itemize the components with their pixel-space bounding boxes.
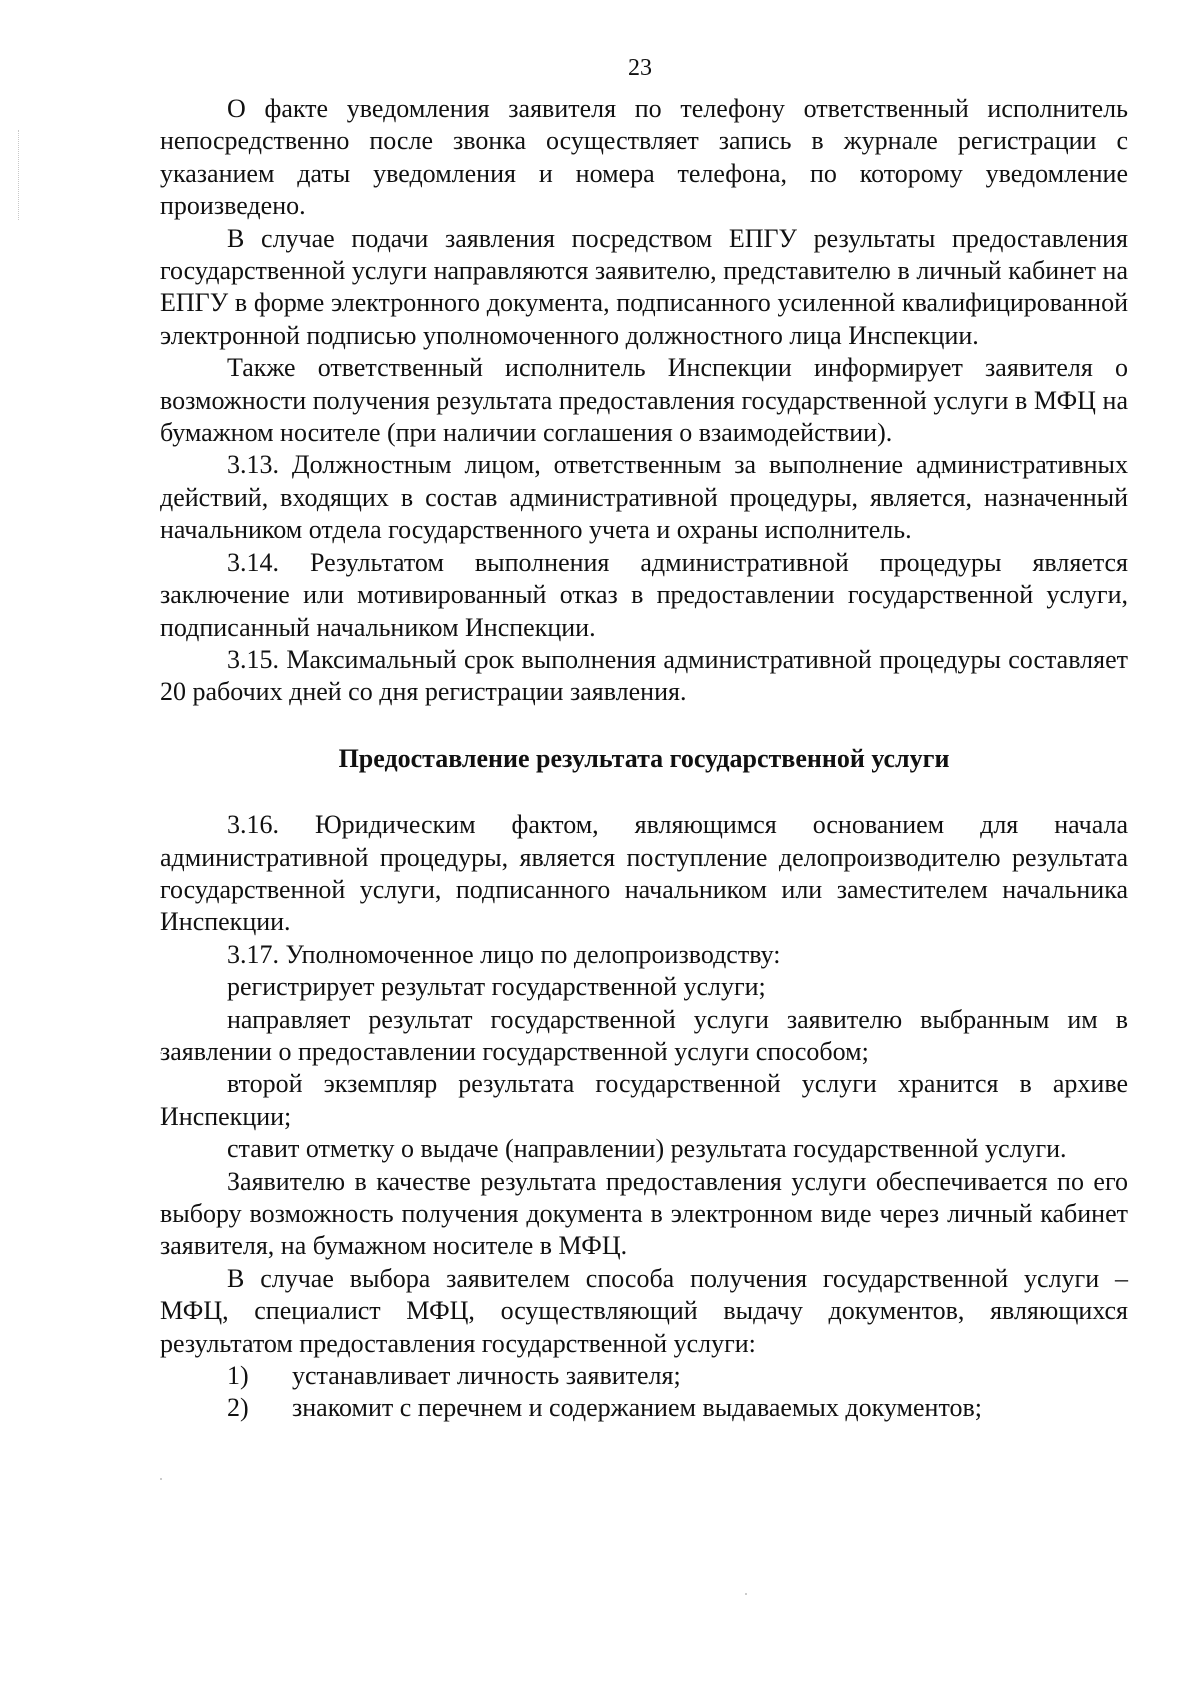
list-item-text: устанавливает личность заявителя; xyxy=(292,1361,681,1391)
list-item-text: знакомит с перечнем и содержанием выдаваемых документов; xyxy=(292,1393,982,1423)
scan-speck xyxy=(745,1593,747,1595)
list-item xyxy=(160,1392,1128,1424)
paragraph-mfc-choice: В случае выбора заявителем способа получения государственной услуги – МФЦ, специалист МФЦ, осуществляющий выдачу документов, являющихся результатом предоставления государственной услуги: xyxy=(160,1263,1128,1358)
list-item-number: 2) xyxy=(227,1393,249,1423)
scan-speck xyxy=(160,1478,162,1480)
paragraph-marks: ставит отметку о выдаче (направлении) результата государственной услуги. xyxy=(227,1134,1067,1164)
paragraph-3-14: 3.14. Результатом выполнения административной процедуры является заключение или мотивированный отказ в предоставлении государственной услуги, подписанный начальником Инспекции. xyxy=(160,547,1128,642)
paragraph-mfc-info: Также ответственный исполнитель Инспекции информирует заявителя о возможности получения результата предоставления государственной услуги в МФЦ на бумажном носителе (при наличии соглашения о взаимодействии). xyxy=(160,353,1128,448)
document-body xyxy=(160,93,1128,1425)
page-number: 23 xyxy=(628,55,652,81)
paragraph-3-16: 3.16. Юридическим фактом, являющимся основанием для начала административной процедуры, является поступление делопроизводителю результата государственной услуги, подписанного начальником или заместителем начальника Инспекции. xyxy=(160,810,1128,937)
paragraph-3-15: 3.15. Максимальный срок выполнения административной процедуры составляет 20 рабочих дней со дня регистрации заявления. xyxy=(160,644,1128,707)
paragraph-sends: направляет результат государственной услуги заявителю выбранным им в заявлении о предоставлении государственной услуги способом; xyxy=(160,1004,1128,1066)
paragraph-3-13: 3.13. Должностным лицом, ответственным за выполнение административных действий, входящих в состав административной процедуры, является, назначенный начальником отдела государственного учета и охраны исполнитель. xyxy=(160,450,1128,545)
paragraph-3-17: 3.17. Уполномоченное лицо по делопроизводству: xyxy=(227,939,781,969)
paragraph-registers: регистрирует результат государственной услуги; xyxy=(227,972,766,1002)
section-heading: Предоставление результата государственной услуги xyxy=(338,743,950,773)
paragraph-notification: О факте уведомления заявителя по телефону ответственный исполнитель непосредственно после звонка осуществляет запись в журнале регистрации с указанием даты уведомления и номера телефона, по которому уведомление произведено. xyxy=(160,94,1128,221)
paragraph-archive: второй экземпляр результата государственной услуги хранится в архиве Инспекции; xyxy=(160,1069,1128,1131)
list-item xyxy=(160,1360,1128,1392)
paragraph-applicant-choice: Заявителю в качестве результата предоставления услуги обеспечивается по его выбору возможность получения документа в электронном виде через личный кабинет заявителя, на бумажном носителе в МФЦ. xyxy=(160,1166,1128,1261)
list-item-number: 1) xyxy=(227,1361,249,1391)
scan-margin-marks xyxy=(18,130,23,220)
paragraph-epgu-result: В случае подачи заявления посредством ЕПГУ результаты предоставления государственной услуги направляются заявителю, представителю в личный кабинет на ЕПГУ в форме электронного документа, подписанного усиленной квалифицированной электронной подписью уполномоченного должностного лица Инспекции. xyxy=(160,223,1128,350)
